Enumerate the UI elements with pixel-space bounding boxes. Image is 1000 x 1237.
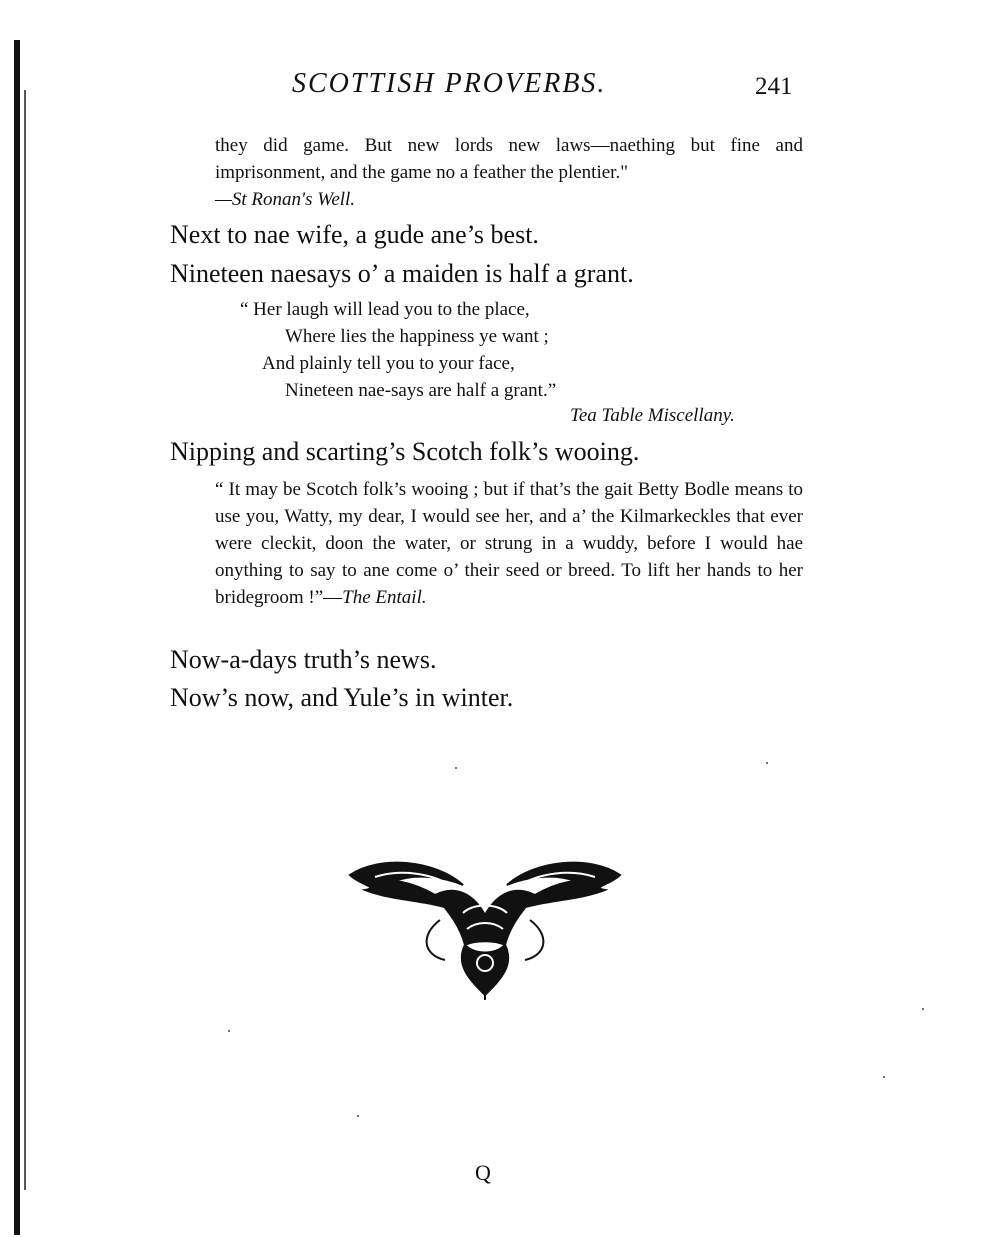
signature-mark: Q	[475, 1160, 491, 1185]
proverb-now-a-days: Now-a-days truth’s news.	[170, 645, 437, 674]
verse-source: Tea Table Miscellany.	[570, 405, 735, 426]
paper-speck	[922, 1008, 924, 1010]
paper-speck	[357, 1115, 359, 1117]
entail-quote-text: “ It may be Scotch folk’s wooing ; but if that’s the gait Betty Bodle means to use you, Watty, my dear, I would see her, and a’ the Kilmarkeckles that ever were cleckit, doon the water, or strung in a wuddy, before I would hae onything to say to ane come o’ their seed or breed. To lift her hands to her bridegroom !”—	[215, 479, 803, 608]
paper-speck	[766, 762, 768, 764]
verse-line: “ Her laugh will lead you to the place,	[240, 299, 530, 320]
entail-quotation	[215, 476, 803, 611]
proverb-nipping-and-scarting: Nipping and scarting’s Scotch folk’s wooing.	[170, 437, 640, 466]
tailpiece-ornament-icon	[345, 855, 625, 1000]
verse-line: Nineteen nae-says are half a grant.”	[285, 380, 557, 401]
proverb-next-to-nae-wife: Next to nae wife, a gude ane’s best.	[170, 220, 539, 249]
carryover-quote-text: they did game. But new lords new laws—naething but fine and imprisonment, and the game no a feather the plentier."	[215, 135, 803, 183]
verse-quotation	[240, 296, 556, 404]
proverb-nows-now: Now’s now, and Yule’s in winter.	[170, 683, 514, 712]
paper-speck	[883, 1076, 885, 1078]
carryover-quote-source: —St Ronan's Well.	[215, 189, 356, 210]
binding-edge-line	[24, 90, 26, 1190]
paper-speck	[455, 767, 457, 769]
running-title: SCOTTISH PROVERBS.	[292, 68, 607, 99]
binding-edge-shadow	[14, 40, 20, 1235]
carryover-quotation	[215, 132, 803, 213]
verse-line: Where lies the happiness ye want ;	[285, 326, 549, 347]
verse-line: And plainly tell you to your face,	[262, 353, 515, 374]
page-number: 241	[755, 73, 793, 100]
paper-speck	[228, 1030, 230, 1032]
entail-quote-source: The Entail.	[342, 587, 427, 608]
proverb-nineteen-naesays: Nineteen naesays o’ a maiden is half a grant.	[170, 259, 634, 288]
